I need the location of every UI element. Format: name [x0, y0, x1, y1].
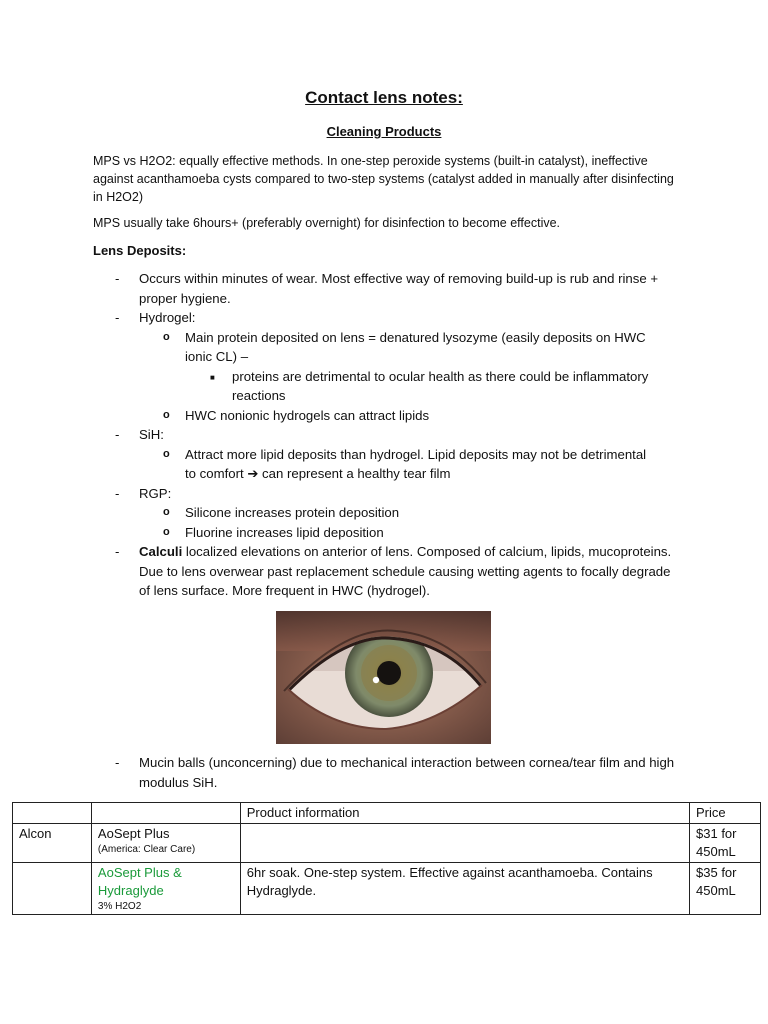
info-cell: 6hr soak. One-step system. Effective against acanthamoeba. Contains Hydraglyde.: [240, 863, 689, 915]
list-subitem: [93, 503, 655, 523]
list-item: [93, 753, 679, 792]
product-note: (America: Clear Care): [97, 844, 196, 855]
list-item-calculi: [93, 542, 679, 601]
dash-bullet: -: [115, 544, 120, 559]
calculi-term: Calculi: [139, 544, 183, 559]
product-note: 3% H2O2: [97, 901, 142, 912]
eye-photo: [276, 611, 491, 744]
product-cell: [91, 863, 240, 915]
table-row: [13, 863, 761, 915]
price-cell: $35 for 450mL: [690, 863, 761, 915]
paragraph-mps-vs-h2o2: MPS vs H2O2: equally effective methods. In one-step peroxide systems (built-in catalyst), ineffective against acanthamoeba cysts compared to two-step systems (catalyst added in manually after disinfecting in H2O2): [93, 154, 674, 204]
circle-bullet: o: [163, 408, 170, 421]
lens-deposits-heading: Lens Deposits:: [93, 243, 187, 258]
dash-bullet: -: [115, 427, 120, 442]
dash-bullet: -: [115, 271, 120, 286]
list-item: [93, 269, 679, 308]
list-item-text: HWC nonionic hydrogels can attract lipids: [185, 407, 430, 423]
circle-bullet: o: [163, 447, 170, 460]
circle-bullet: o: [163, 506, 170, 518]
list-item-text: localized elevations on anterior of lens. Composed of calcium, lipids, mucoproteins. Due to lens overwear past replacement schedule causing wetting agents to focally degrade of lens surface. More frequent in HWC (hydrogel).: [139, 544, 672, 598]
dash-bullet: -: [115, 310, 120, 325]
table-header-cell: Price: [690, 803, 761, 824]
page-title: Contact lens notes:: [305, 88, 463, 107]
list-item-rgp: [93, 484, 679, 504]
list-item-text: can represent a healthy tear film: [262, 466, 451, 481]
list-item-text: proteins are detrimental to ocular health as there could be inflammatory reactions: [232, 368, 649, 403]
products-table: [12, 802, 761, 915]
dash-bullet: -: [115, 485, 120, 501]
brand-cell: Alcon: [13, 824, 92, 863]
list-item-text: Fluorine increases lipid deposition: [185, 524, 384, 540]
list-subitem: [93, 523, 655, 543]
price-cell: $31 for 450mL: [690, 824, 761, 863]
section-title-cleaning-products: Cleaning Products: [326, 124, 442, 139]
right-arrow-icon: ➔: [247, 466, 259, 481]
square-bullet: ■: [210, 372, 215, 382]
table-row: [13, 824, 761, 863]
table-header-cell: Product information: [240, 803, 689, 824]
list-item-sih: [93, 425, 679, 445]
list-item-text: Main protein deposited on lens = denatured lysozyme (easily deposits on HWC ionic CL) –: [185, 329, 646, 364]
list-item-text: Silicone increases protein deposition: [185, 505, 400, 520]
circle-bullet: o: [163, 525, 170, 538]
list-item-text: Occurs within minutes of wear. Most effective way of removing build-up is rub and rinse + proper hygiene.: [139, 271, 659, 306]
list-item-text: Hydrogel:: [139, 310, 196, 325]
table-header-cell: [91, 803, 240, 824]
product-name: AoSept Plus & Hydraglyde: [97, 865, 182, 898]
list-item-text: Mucin balls (unconcerning) due to mechanical interaction between cornea/tear film and high modulus SiH.: [139, 755, 675, 790]
list-subitem: [93, 406, 655, 426]
list-item-text: RGP:: [139, 485, 172, 501]
paragraph-mps-duration: MPS usually take 6hours+ (preferably overnight) for disinfection to become effective.: [93, 216, 561, 230]
list-item-text: SiH:: [139, 427, 164, 442]
product-cell: [91, 824, 240, 863]
product-name: AoSept Plus: [97, 826, 170, 841]
lens-deposits-list: [93, 269, 693, 601]
circle-bullet: o: [163, 330, 170, 343]
list-subitem: [93, 328, 655, 367]
brand-cell: [13, 863, 92, 915]
table-header-row: [13, 803, 761, 824]
table-header-cell: [13, 803, 92, 824]
list-subsubitem: [93, 367, 662, 406]
list-item-text: Attract more lipid deposits than hydrogel. Lipid deposits may not be detrimental to comfort: [185, 446, 647, 481]
list-item-hydrogel: [93, 308, 679, 328]
dash-bullet: -: [115, 755, 120, 770]
mucin-balls-item: [93, 753, 693, 792]
list-subitem: [93, 445, 655, 484]
info-cell: [240, 824, 689, 863]
